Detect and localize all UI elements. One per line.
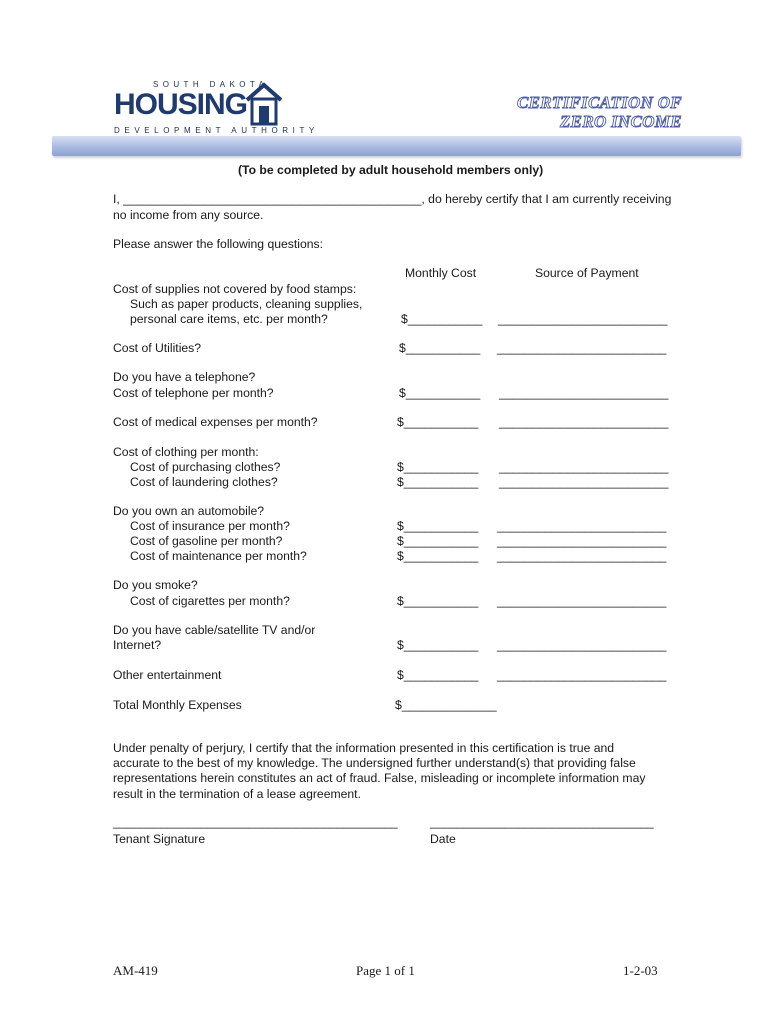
cable-source-field[interactable]: _________________________: [497, 638, 667, 652]
telephone-cost-field[interactable]: $___________: [399, 386, 481, 400]
footer-form-id: AM-419: [113, 963, 158, 978]
date-signature-label: Date: [430, 832, 456, 846]
auto-maintenance-source-field[interactable]: _________________________: [497, 549, 667, 563]
utilities-cost-field[interactable]: $___________: [399, 341, 481, 355]
question-utilities: Cost of Utilities?: [113, 341, 202, 355]
auto-gasoline-source-field[interactable]: _________________________: [497, 534, 667, 548]
clothing-laundering-source-field[interactable]: _________________________: [499, 475, 669, 489]
column-header-monthly-cost: Monthly Cost: [405, 266, 477, 280]
question-supplies-3: personal care items, etc. per month?: [130, 312, 328, 326]
logo-bottom-text: DEVELOPMENT AUTHORITY: [114, 126, 319, 135]
penalty-line-3: representations herein constitutes an act of fraud. False, misleading or incomplete information may: [113, 771, 646, 785]
auto-maintenance-cost-field[interactable]: $___________: [397, 549, 479, 563]
medical-cost-field[interactable]: $___________: [397, 415, 479, 429]
clothing-laundering-cost-field[interactable]: $___________: [397, 475, 479, 489]
question-cable-2: Internet?: [113, 638, 162, 652]
supplies-cost-field[interactable]: $___________: [401, 312, 483, 326]
supplies-source-field[interactable]: _________________________: [498, 312, 668, 326]
question-auto-insurance: Cost of insurance per month?: [130, 519, 290, 533]
question-cigarettes: Cost of cigarettes per month?: [130, 594, 290, 608]
title-line-2: ZERO INCOME: [560, 112, 682, 131]
logo-main-text: HOUSING: [114, 88, 248, 121]
entertainment-cost-field[interactable]: $___________: [397, 668, 479, 682]
tenant-signature-label: Tenant Signature: [113, 832, 206, 846]
utilities-source-field[interactable]: _________________________: [497, 341, 667, 355]
question-telephone-cost: Cost of telephone per month?: [113, 386, 274, 400]
clothing-purchase-source-field[interactable]: _________________________: [499, 460, 669, 474]
date-signature-line[interactable]: _________________________________: [430, 815, 654, 829]
question-smoke: Do you smoke?: [113, 578, 198, 592]
cigarettes-cost-field[interactable]: $___________: [397, 594, 479, 608]
certification-line-1: I, ____________________________________________, do hereby certify that I am currently receiving: [113, 192, 672, 206]
logo-top-text: SOUTH DAKOTA: [153, 80, 269, 89]
medical-source-field[interactable]: _________________________: [499, 415, 669, 429]
instruction-text: Please answer the following questions:: [113, 237, 324, 251]
cigarettes-source-field[interactable]: _________________________: [497, 594, 667, 608]
question-telephone: Do you have a telephone?: [113, 370, 256, 384]
question-medical: Cost of medical expenses per month?: [113, 415, 318, 429]
certification-line-2: no income from any source.: [113, 208, 264, 222]
header-bar: [52, 136, 741, 156]
penalty-line-1: Under penalty of perjury, I certify that the information presented in this certification is true and: [113, 741, 615, 755]
column-header-source: Source of Payment: [535, 266, 639, 280]
penalty-line-2: accurate to the best of my knowledge. The undersigned further understand(s) that providing false: [113, 756, 636, 770]
auto-insurance-cost-field[interactable]: $___________: [397, 519, 479, 533]
question-auto-maintenance: Cost of maintenance per month?: [130, 549, 307, 563]
cable-cost-field[interactable]: $___________: [397, 638, 479, 652]
title-line-1: CERTIFICATION OF: [517, 93, 682, 112]
total-expenses-label: Total Monthly Expenses: [113, 698, 242, 712]
question-clothing-laundering: Cost of laundering clothes?: [130, 475, 278, 489]
house-logo-icon: [244, 82, 284, 126]
auto-gasoline-cost-field[interactable]: $___________: [397, 534, 479, 548]
question-cable-1: Do you have cable/satellite TV and/or: [113, 623, 316, 637]
question-supplies-1: Cost of supplies not covered by food stamps:: [113, 282, 357, 296]
clothing-purchase-cost-field[interactable]: $___________: [397, 460, 479, 474]
telephone-source-field[interactable]: _________________________: [499, 386, 669, 400]
question-automobile: Do you own an automobile?: [113, 504, 265, 518]
entertainment-source-field[interactable]: _________________________: [497, 668, 667, 682]
question-entertainment: Other entertainment: [113, 668, 222, 682]
footer-date: 1-2-03: [623, 963, 658, 978]
question-supplies-2: Such as paper products, cleaning supplies,: [130, 297, 363, 311]
question-clothing-purchase: Cost of purchasing clothes?: [130, 460, 281, 474]
total-expenses-field[interactable]: $______________: [395, 698, 497, 712]
question-auto-gasoline: Cost of gasoline per month?: [130, 534, 283, 548]
question-clothing: Cost of clothing per month:: [113, 445, 259, 459]
tenant-signature-line[interactable]: __________________________________________: [113, 815, 398, 829]
subtitle: (To be completed by adult household members only): [238, 163, 544, 177]
penalty-line-4: result in the termination of a lease agreement.: [113, 787, 361, 801]
auto-insurance-source-field[interactable]: _________________________: [497, 519, 667, 533]
footer-page-number: Page 1 of 1: [356, 963, 415, 978]
